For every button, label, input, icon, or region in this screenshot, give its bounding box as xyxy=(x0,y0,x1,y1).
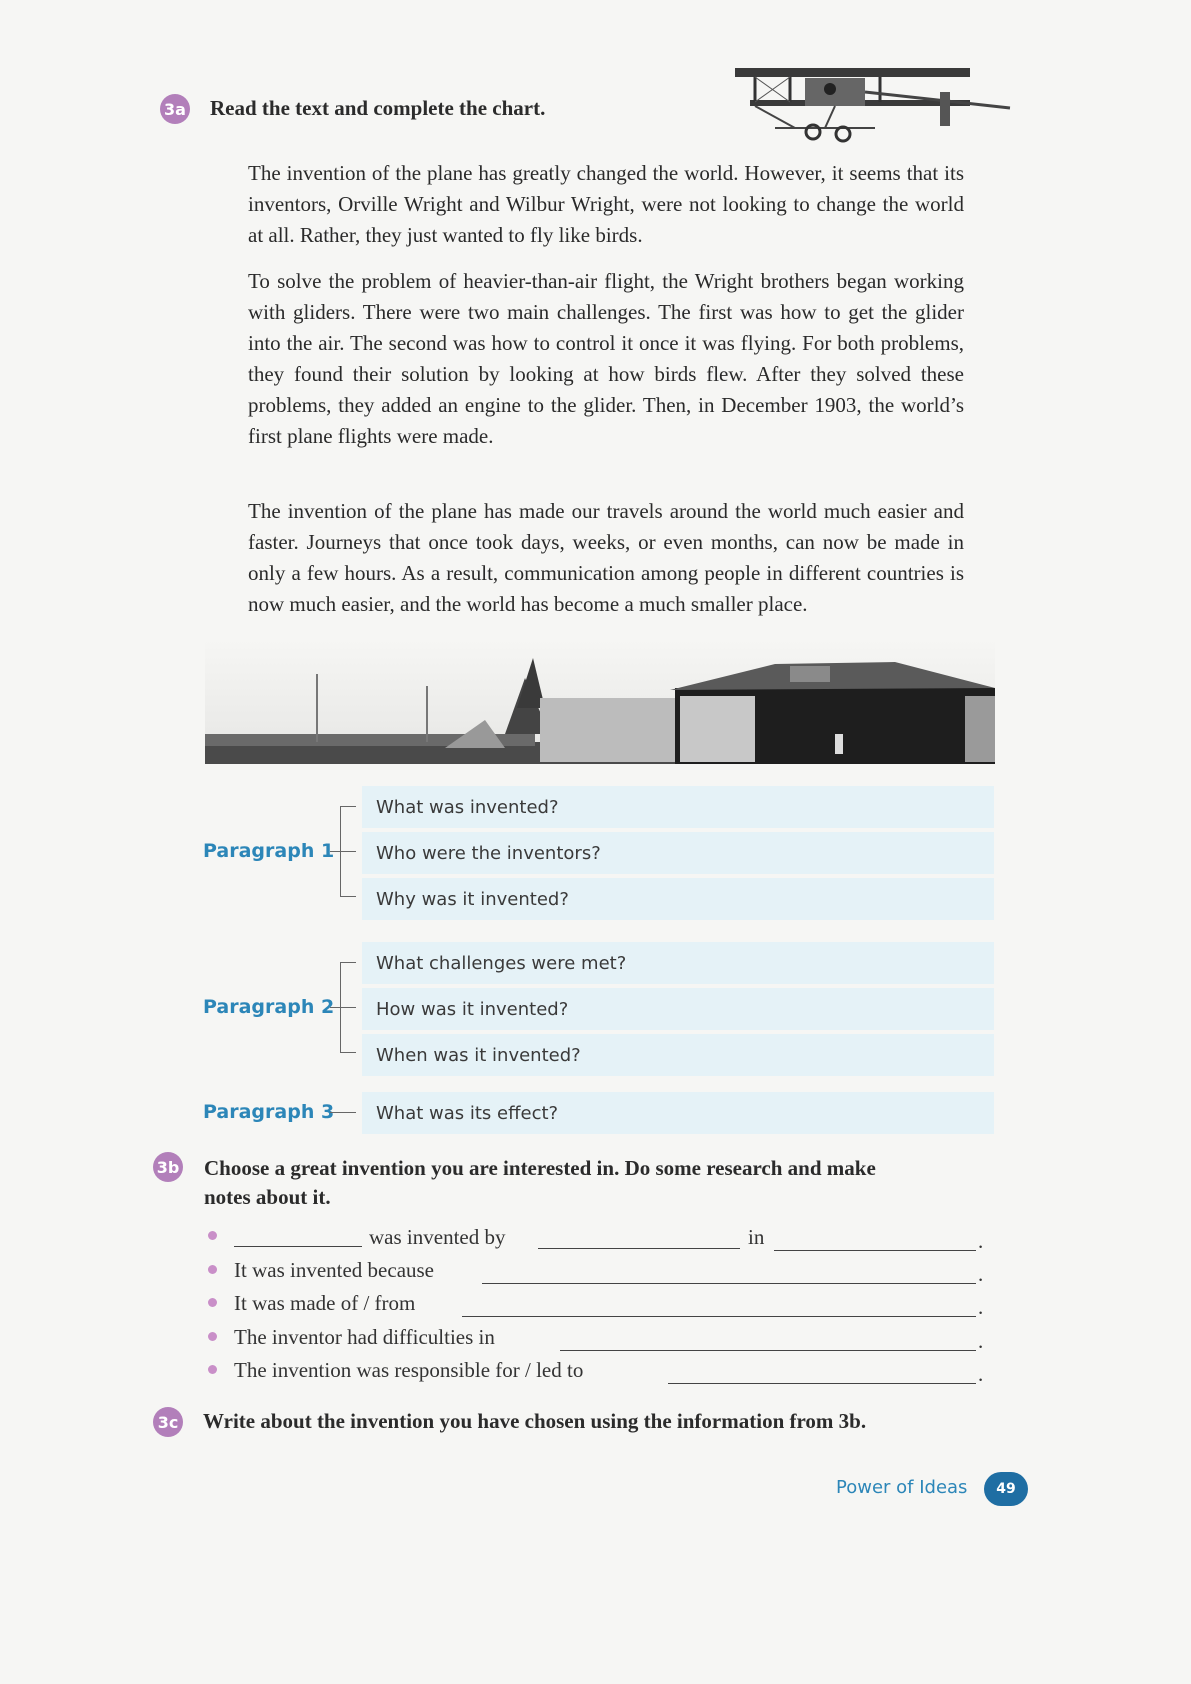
reading-paragraph-1: The invention of the plane has greatly changed the world. However, it seems that its inventors, Orville Wright and Wilbur Wright, were not looking to change the world at all. Rather, they just wanted to fly like birds. xyxy=(248,161,964,247)
paragraph-1-label: Paragraph 1 xyxy=(203,840,335,862)
biplane-illustration xyxy=(735,62,1015,152)
question-text: What challenges were met? xyxy=(376,953,627,974)
period: . xyxy=(978,1262,984,1286)
question-text: Why was it invented? xyxy=(376,889,569,910)
page-number-badge: 49 xyxy=(984,1472,1028,1506)
unit-title: Power of Ideas xyxy=(836,1477,968,1498)
blank-difficulties[interactable] xyxy=(560,1350,976,1351)
note-text: The inventor had difficulties in xyxy=(234,1325,495,1349)
bullet-dot xyxy=(208,1298,217,1307)
bracket-tick xyxy=(340,806,356,807)
task-3c-instruction: Write about the invention you have chosen using the information from 3b. xyxy=(203,1409,867,1433)
bracket-tick xyxy=(340,962,356,963)
blank-inventor[interactable] xyxy=(538,1248,740,1249)
reading-paragraph-2: To solve the problem of heavier-than-air flight, the Wright brothers began working with gliders. There were two main challenges. The first was how to get the glider into the air. The second was how to control it once it was flying. For both problems, they found their solution by looking at how birds flew. After they solved these problems, they added an engine to the glider. Then, in December 1903, the world’s first plane flights were made. xyxy=(248,269,964,448)
blank-year[interactable] xyxy=(774,1250,976,1251)
task-3a-badge: 3a xyxy=(160,94,190,124)
task-3a-instruction: Read the text and complete the chart. xyxy=(210,96,546,120)
task-3b-badge: 3b xyxy=(153,1152,183,1182)
bracket-tick xyxy=(330,1112,356,1113)
note-text: It was made of / from xyxy=(234,1291,416,1315)
blank-invention[interactable] xyxy=(234,1246,362,1247)
period: . xyxy=(978,1362,984,1386)
note-text: The invention was responsible for / led to xyxy=(234,1358,584,1382)
question-text: Who were the inventors? xyxy=(376,843,601,864)
period: . xyxy=(978,1229,984,1253)
question-text: When was it invented? xyxy=(376,1045,581,1066)
note-text: in xyxy=(748,1225,765,1249)
bracket-tick xyxy=(330,851,356,852)
period: . xyxy=(978,1329,984,1353)
task-3c-badge: 3c xyxy=(153,1407,183,1437)
blank-reason[interactable] xyxy=(482,1283,976,1284)
bracket-tick xyxy=(330,1007,356,1008)
bracket-tick xyxy=(340,896,356,897)
task-3b-line1: Choose a great invention you are interested in. Do some research and make xyxy=(204,1156,876,1180)
bullet-dot xyxy=(208,1365,217,1374)
bullet-dot xyxy=(208,1332,217,1341)
note-text: It was invented because xyxy=(234,1258,435,1282)
note-text: was invented by xyxy=(369,1225,506,1249)
blank-material[interactable] xyxy=(462,1316,976,1317)
question-text: How was it invented? xyxy=(376,999,569,1020)
question-text: What was its effect? xyxy=(376,1103,559,1124)
reading-paragraph-3: The invention of the plane has made our travels around the world much easier and faster. Journeys that once took days, weeks, or even months, can now be made in only a few hours. As a result, communication among people in different countries is now much easier, and the world has become a much smaller place. xyxy=(248,499,964,616)
paragraph-3-label: Paragraph 3 xyxy=(203,1101,335,1123)
paragraph-2-label: Paragraph 2 xyxy=(203,996,335,1018)
bullet-dot xyxy=(208,1231,217,1240)
period: . xyxy=(978,1295,984,1319)
task-3b-line2: notes about it. xyxy=(204,1185,331,1209)
task-3b-instruction xyxy=(204,1154,1004,1212)
bracket-tick xyxy=(340,1052,356,1053)
question-text: What was invented? xyxy=(376,797,559,818)
hangar-photo xyxy=(205,638,995,764)
bullet-dot xyxy=(208,1265,217,1274)
blank-impact[interactable] xyxy=(668,1383,976,1384)
